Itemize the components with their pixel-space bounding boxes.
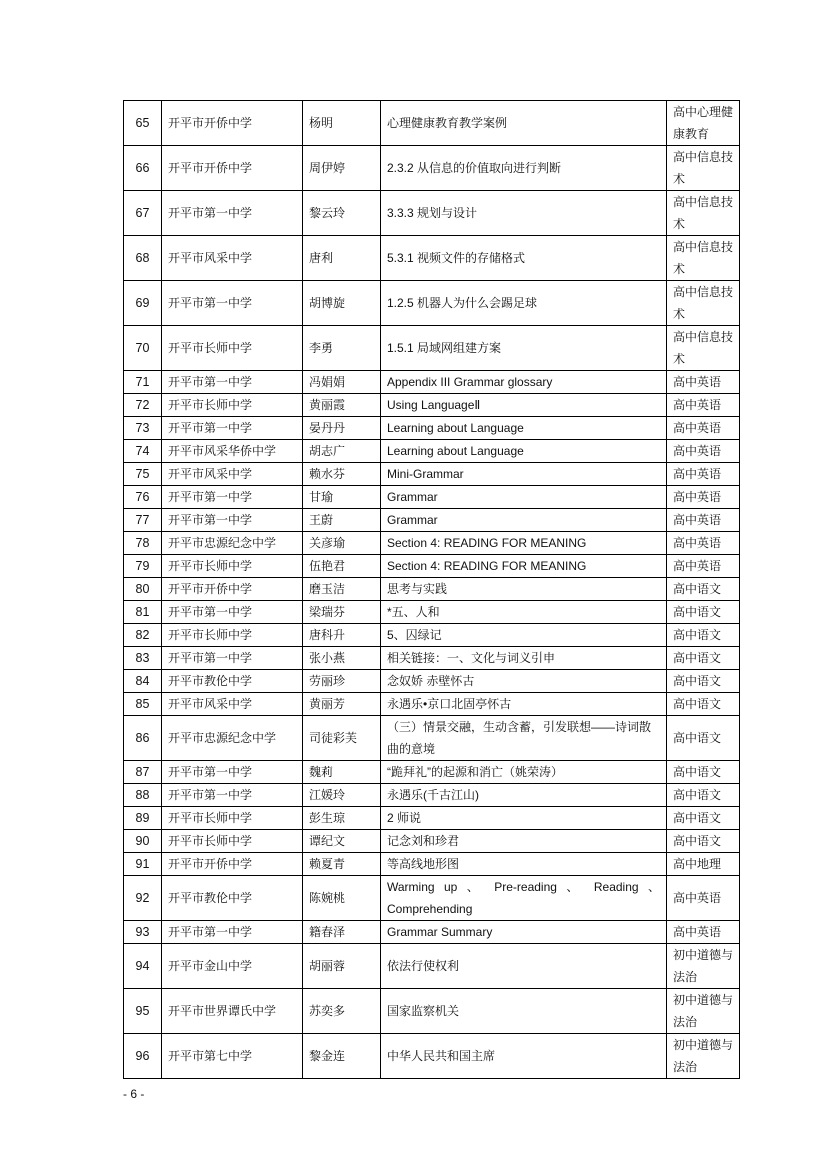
row-number: 86 [124, 716, 162, 761]
school-name: 开平市第一中学 [162, 281, 303, 326]
school-name: 开平市第一中学 [162, 601, 303, 624]
table-row [124, 693, 740, 716]
school-name: 开平市长师中学 [162, 830, 303, 853]
school-name: 开平市教伦中学 [162, 670, 303, 693]
subject: 高中语文 [667, 693, 740, 716]
table-row [124, 624, 740, 647]
row-number: 69 [124, 281, 162, 326]
teacher-name: 籍春泽 [303, 921, 381, 944]
row-number: 74 [124, 440, 162, 463]
lesson-title: Grammar [381, 509, 667, 532]
lesson-title: 2.3.2 从信息的价值取向进行判断 [381, 146, 667, 191]
teacher-name: 王蔚 [303, 509, 381, 532]
row-number: 83 [124, 647, 162, 670]
subject: 高中信息技术 [667, 236, 740, 281]
school-name: 开平市第一中学 [162, 784, 303, 807]
table-row [124, 371, 740, 394]
school-name: 开平市第一中学 [162, 647, 303, 670]
subject: 高中语文 [667, 716, 740, 761]
subject: 高中英语 [667, 394, 740, 417]
table-row [124, 601, 740, 624]
row-number: 71 [124, 371, 162, 394]
lesson-title: （三）情景交融，生动含蓄，引发联想——诗词散曲的意境 [381, 716, 667, 761]
lesson-title: Section 4: READING FOR MEANING [381, 555, 667, 578]
teacher-name: 赖夏青 [303, 853, 381, 876]
subject: 高中语文 [667, 647, 740, 670]
row-number: 78 [124, 532, 162, 555]
school-name: 开平市风采中学 [162, 463, 303, 486]
table-row [124, 236, 740, 281]
lesson-title: 依法行使权利 [381, 944, 667, 989]
lesson-title: Mini-Grammar [381, 463, 667, 486]
teacher-name: 黄丽芳 [303, 693, 381, 716]
subject: 初中道德与法治 [667, 944, 740, 989]
lesson-title: 心理健康教育教学案例 [381, 101, 667, 146]
table-row [124, 647, 740, 670]
lesson-title: 5、囚绿记 [381, 624, 667, 647]
school-name: 开平市长师中学 [162, 394, 303, 417]
table-row [124, 807, 740, 830]
school-name: 开平市开侨中学 [162, 146, 303, 191]
subject: 高中英语 [667, 440, 740, 463]
teacher-name: 魏莉 [303, 761, 381, 784]
subject: 高中心理健康教育 [667, 101, 740, 146]
row-number: 89 [124, 807, 162, 830]
lesson-title: Warming up 、 Pre-reading 、 Reading 、 Comprehending [381, 876, 667, 921]
school-name: 开平市第一中学 [162, 761, 303, 784]
school-name: 开平市忠源纪念中学 [162, 532, 303, 555]
table-row [124, 532, 740, 555]
school-name: 开平市长师中学 [162, 624, 303, 647]
teacher-name: 杨明 [303, 101, 381, 146]
row-number: 75 [124, 463, 162, 486]
row-number: 90 [124, 830, 162, 853]
table-row [124, 578, 740, 601]
row-number: 93 [124, 921, 162, 944]
lesson-title: 永遇乐•京口北固亭怀古 [381, 693, 667, 716]
subject: 高中信息技术 [667, 191, 740, 236]
teacher-name: 劳丽珍 [303, 670, 381, 693]
subject: 高中语文 [667, 784, 740, 807]
teacher-name: 梁瑞芬 [303, 601, 381, 624]
school-name: 开平市风采中学 [162, 236, 303, 281]
teacher-name: 黎云玲 [303, 191, 381, 236]
teacher-name: 黎金连 [303, 1034, 381, 1079]
school-name: 开平市第一中学 [162, 191, 303, 236]
lesson-title: 永遇乐(千古江山) [381, 784, 667, 807]
school-name: 开平市风采中学 [162, 693, 303, 716]
row-number: 84 [124, 670, 162, 693]
row-number: 91 [124, 853, 162, 876]
lesson-title: 念奴娇 赤壁怀古 [381, 670, 667, 693]
teacher-name: 赖水芬 [303, 463, 381, 486]
row-number: 81 [124, 601, 162, 624]
lesson-title: *五、人和 [381, 601, 667, 624]
table-row [124, 784, 740, 807]
row-number: 88 [124, 784, 162, 807]
subject: 高中语文 [667, 578, 740, 601]
lesson-title: 2 师说 [381, 807, 667, 830]
row-number: 82 [124, 624, 162, 647]
teacher-name: 黄丽霞 [303, 394, 381, 417]
subject: 高中英语 [667, 509, 740, 532]
teacher-name: 关彦瑜 [303, 532, 381, 555]
lesson-title: 国家监察机关 [381, 989, 667, 1034]
lesson-title: Appendix III Grammar glossary [381, 371, 667, 394]
school-name: 开平市第七中学 [162, 1034, 303, 1079]
subject: 高中信息技术 [667, 326, 740, 371]
teacher-name: 司徒彩芙 [303, 716, 381, 761]
teacher-name: 周伊婷 [303, 146, 381, 191]
lesson-title: Grammar Summary [381, 921, 667, 944]
table-row [124, 101, 740, 146]
table-row [124, 761, 740, 784]
table-row [124, 716, 740, 761]
row-number: 67 [124, 191, 162, 236]
subject: 高中英语 [667, 417, 740, 440]
row-number: 96 [124, 1034, 162, 1079]
row-number: 77 [124, 509, 162, 532]
lesson-title: 5.3.1 视频文件的存储格式 [381, 236, 667, 281]
subject: 高中语文 [667, 830, 740, 853]
row-number: 73 [124, 417, 162, 440]
subject: 高中地理 [667, 853, 740, 876]
row-number: 95 [124, 989, 162, 1034]
lesson-title: Section 4: READING FOR MEANING [381, 532, 667, 555]
subject: 初中道德与法治 [667, 1034, 740, 1079]
row-number: 68 [124, 236, 162, 281]
subject: 高中英语 [667, 921, 740, 944]
school-name: 开平市第一中学 [162, 486, 303, 509]
subject: 初中道德与法治 [667, 989, 740, 1034]
teacher-name: 磨玉洁 [303, 578, 381, 601]
school-name: 开平市开侨中学 [162, 101, 303, 146]
row-number: 80 [124, 578, 162, 601]
school-name: 开平市第一中学 [162, 509, 303, 532]
subject: 高中信息技术 [667, 146, 740, 191]
table-row [124, 417, 740, 440]
subject: 高中语文 [667, 670, 740, 693]
teacher-name: 伍艳君 [303, 555, 381, 578]
subject: 高中信息技术 [667, 281, 740, 326]
teacher-name: 苏奕多 [303, 989, 381, 1034]
school-name: 开平市长师中学 [162, 807, 303, 830]
teacher-name: 冯娟娟 [303, 371, 381, 394]
row-number: 65 [124, 101, 162, 146]
subject: 高中语文 [667, 807, 740, 830]
lesson-title: 3.3.3 规划与设计 [381, 191, 667, 236]
table-row [124, 989, 740, 1034]
row-number: 66 [124, 146, 162, 191]
lesson-title: 记念刘和珍君 [381, 830, 667, 853]
table-row [124, 486, 740, 509]
subject: 高中语文 [667, 601, 740, 624]
row-number: 72 [124, 394, 162, 417]
school-name: 开平市金山中学 [162, 944, 303, 989]
teacher-name: 甘瑜 [303, 486, 381, 509]
table-row [124, 463, 740, 486]
table-row [124, 146, 740, 191]
school-name: 开平市长师中学 [162, 326, 303, 371]
table-row [124, 191, 740, 236]
table-row [124, 830, 740, 853]
teacher-name: 唐科升 [303, 624, 381, 647]
row-number: 85 [124, 693, 162, 716]
lesson-title: 思考与实践 [381, 578, 667, 601]
teacher-name: 胡志广 [303, 440, 381, 463]
lesson-title: 等高线地形图 [381, 853, 667, 876]
results-table [123, 100, 740, 1079]
teacher-name: 彭生琼 [303, 807, 381, 830]
table-row [124, 394, 740, 417]
teacher-name: 李勇 [303, 326, 381, 371]
teacher-name: 陈婉桃 [303, 876, 381, 921]
table-row [124, 921, 740, 944]
page-number: - 6 - [123, 1087, 145, 1101]
table-row [124, 876, 740, 921]
subject: 高中英语 [667, 532, 740, 555]
lesson-title: Grammar [381, 486, 667, 509]
row-number: 92 [124, 876, 162, 921]
subject: 高中英语 [667, 876, 740, 921]
row-number: 87 [124, 761, 162, 784]
teacher-name: 胡博旋 [303, 281, 381, 326]
subject: 高中英语 [667, 463, 740, 486]
row-number: 76 [124, 486, 162, 509]
lesson-title: 中华人民共和国主席 [381, 1034, 667, 1079]
table-row [124, 326, 740, 371]
subject: 高中英语 [667, 371, 740, 394]
row-number: 94 [124, 944, 162, 989]
teacher-name: 谭纪文 [303, 830, 381, 853]
teacher-name: 胡丽蓉 [303, 944, 381, 989]
teacher-name: 晏丹丹 [303, 417, 381, 440]
subject: 高中英语 [667, 555, 740, 578]
subject: 高中语文 [667, 624, 740, 647]
school-name: 开平市忠源纪念中学 [162, 716, 303, 761]
school-name: 开平市风采华侨中学 [162, 440, 303, 463]
subject: 高中语文 [667, 761, 740, 784]
school-name: 开平市长师中学 [162, 555, 303, 578]
school-name: 开平市世界谭氏中学 [162, 989, 303, 1034]
school-name: 开平市教伦中学 [162, 876, 303, 921]
table-row [124, 555, 740, 578]
subject: 高中英语 [667, 486, 740, 509]
row-number: 70 [124, 326, 162, 371]
table-row [124, 670, 740, 693]
table-body [124, 101, 740, 1079]
teacher-name: 唐利 [303, 236, 381, 281]
lesson-title: “跪拜礼”的起源和消亡（姚荣涛） [381, 761, 667, 784]
school-name: 开平市第一中学 [162, 921, 303, 944]
lesson-title: Learning about Language [381, 440, 667, 463]
table-row [124, 281, 740, 326]
lesson-title: 1.5.1 局域网组建方案 [381, 326, 667, 371]
table-row [124, 1034, 740, 1079]
teacher-name: 江媛玲 [303, 784, 381, 807]
lesson-title: Using LanguageⅡ [381, 394, 667, 417]
lesson-title: 1.2.5 机器人为什么会踢足球 [381, 281, 667, 326]
table-row [124, 440, 740, 463]
row-number: 79 [124, 555, 162, 578]
lesson-title: 相关链接：一、文化与词义引申 [381, 647, 667, 670]
school-name: 开平市开侨中学 [162, 578, 303, 601]
school-name: 开平市第一中学 [162, 371, 303, 394]
table-row [124, 509, 740, 532]
school-name: 开平市第一中学 [162, 417, 303, 440]
lesson-title: Learning about Language [381, 417, 667, 440]
table-row [124, 944, 740, 989]
school-name: 开平市开侨中学 [162, 853, 303, 876]
teacher-name: 张小燕 [303, 647, 381, 670]
table-row [124, 853, 740, 876]
